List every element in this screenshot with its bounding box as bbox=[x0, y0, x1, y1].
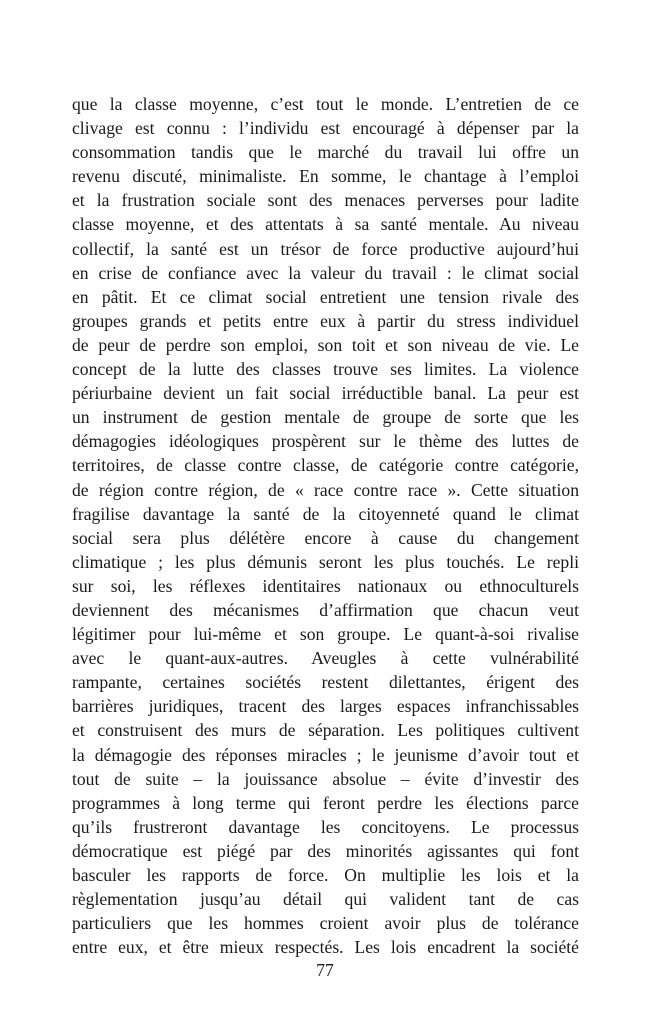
text-line: groupes grands et petits entre eux à partir du stress individuel bbox=[72, 310, 579, 331]
text-line: consommation tandis que le marché du travail lui offre un bbox=[72, 142, 579, 163]
text-line: programmes à long terme qui feront perdre les élections parce bbox=[72, 792, 579, 813]
text-line: concept de la lutte des classes trouve ses limites. La violence bbox=[72, 359, 579, 380]
text-line: classe moyenne, et des attentats à sa santé mentale. Au niveau bbox=[72, 214, 579, 235]
text-line: que la classe moyenne, c’est tout le monde. L’entretien de ce bbox=[72, 94, 579, 114]
text-line: sur soi, les réflexes identitaires nationaux ou ethnoculturels bbox=[72, 575, 579, 596]
text-line: clivage est connu : l’individu est encouragé à dépenser par la bbox=[72, 118, 579, 139]
text-line: et la frustration sociale sont des menaces perverses pour ladite bbox=[72, 190, 579, 211]
text-line: règlementation jusqu’au détail qui valident tant de cas bbox=[72, 889, 579, 910]
text-line: tout de suite – la jouissance absolue – évite d’investir des bbox=[72, 768, 579, 789]
text-line: basculer les rapports de force. On multiplie les lois et la bbox=[72, 865, 579, 885]
text-line: qu’ils frustreront davantage les concitoyens. Le processus bbox=[72, 816, 579, 837]
text-line: collectif, la santé est un trésor de force productive aujourd’hui bbox=[72, 238, 579, 259]
text-line: climatique ; les plus démunis seront les plus touchés. Le repli bbox=[72, 551, 579, 572]
text-line: entre eux, et être mieux respectés. Les lois encadrent la société bbox=[72, 937, 579, 958]
text-line: fragilise davantage la santé de la citoyenneté quand le climat bbox=[72, 503, 579, 524]
text-line: de peur de perdre son emploi, son toit et son niveau de vie. Le bbox=[72, 334, 579, 355]
text-line: en pâtit. Et ce climat social entretient une tension rivale des bbox=[72, 286, 579, 307]
text-line: démocratique est piégé par des minorités agissantes qui font bbox=[72, 840, 579, 861]
text-line: démagogies idéologiques prospèrent sur le thème des luttes de bbox=[72, 431, 579, 452]
text-line: territoires, de classe contre classe, de catégorie contre catégorie, bbox=[72, 455, 579, 476]
text-line: deviennent des mécanismes d’affirmation que chacun veut bbox=[72, 599, 579, 620]
text-line: la démagogie des réponses miracles ; le jeunisme d’avoir tout et bbox=[72, 744, 579, 765]
text-line: un instrument de gestion mentale de groupe de sorte que les bbox=[72, 407, 579, 428]
text-line: périurbaine devient un fait social irréductible banal. La peur est bbox=[72, 383, 579, 404]
text-line: revenu discuté, minimaliste. En somme, le chantage à l’emploi bbox=[72, 166, 579, 187]
page-number: 77 bbox=[316, 960, 334, 980]
text-line: particuliers que les hommes croient avoir plus de tolérance bbox=[72, 913, 579, 934]
text-line: barrières juridiques, tracent des larges espaces infranchissables bbox=[72, 696, 579, 717]
text-line: social sera plus délétère encore à cause du changement bbox=[72, 527, 579, 548]
text-line: rampante, certaines sociétés restent dilettantes, érigent des bbox=[72, 672, 579, 693]
text-line: et construisent des murs de séparation. Les politiques cultivent bbox=[72, 720, 579, 741]
text-line: légitimer pour lui-même et son groupe. Le quant-à-soi rivalise bbox=[72, 624, 579, 645]
body-paragraph bbox=[72, 92, 579, 959]
text-line: avec le quant-aux-autres. Aveugles à cette vulnérabilité bbox=[72, 648, 579, 669]
text-line: en crise de confiance avec la valeur du travail : le climat social bbox=[72, 262, 579, 283]
text-line: de région contre région, de « race contre race ». Cette situation bbox=[72, 479, 579, 500]
